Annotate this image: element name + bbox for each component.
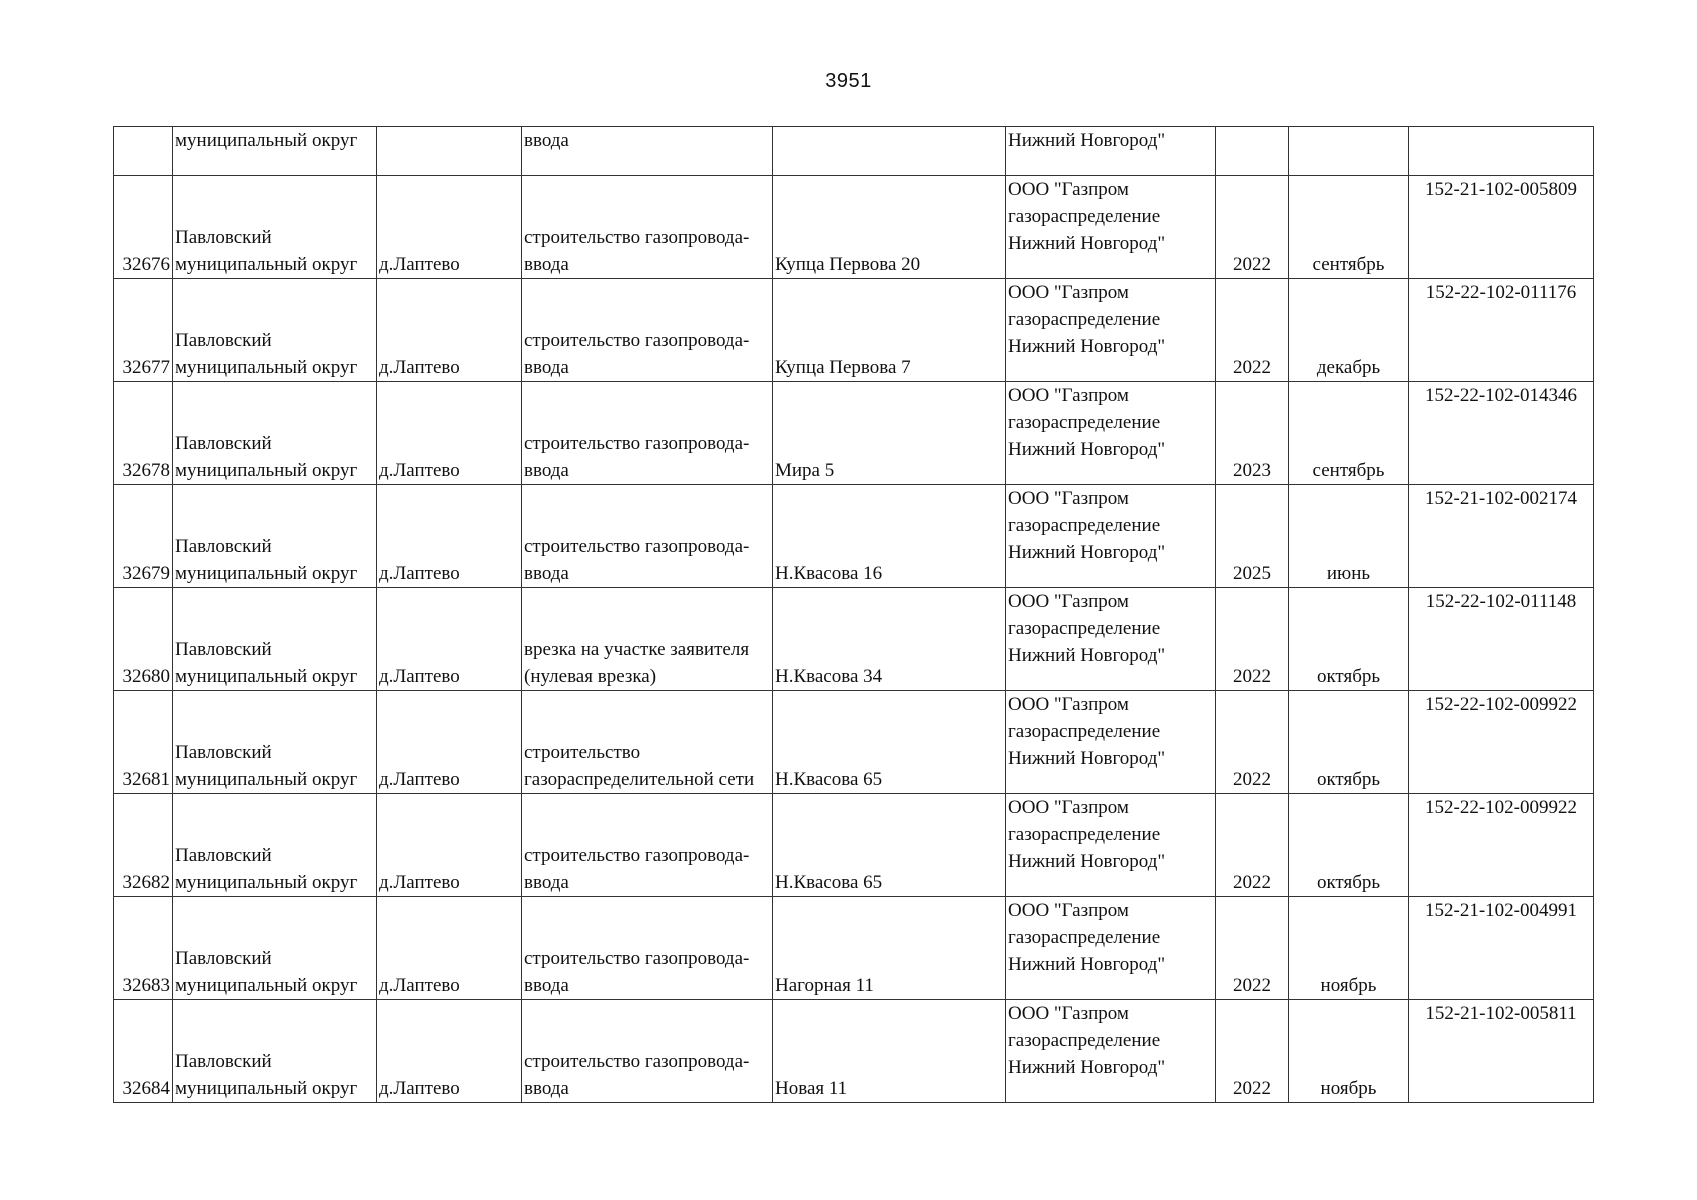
cell-district <box>173 1000 377 1103</box>
field-year: 2022 <box>1233 254 1271 275</box>
cell-num <box>114 794 173 897</box>
field-year: 2022 <box>1233 872 1271 893</box>
field-operator-3: Нижний Новгород" <box>1008 1057 1166 1078</box>
field-operator-3: Нижний Новгород" <box>1008 336 1166 357</box>
cell-contract <box>1409 382 1594 485</box>
cell-num <box>114 382 173 485</box>
field-operator-1: ООО "Газпром <box>1008 694 1129 715</box>
field-work-1: строительство газопровода- <box>524 948 750 969</box>
field-operator-1: ООО "Газпром <box>1008 1003 1129 1024</box>
field-month: октябрь <box>1316 872 1381 893</box>
table-row <box>114 485 1594 588</box>
table-row <box>114 897 1594 1000</box>
cell-contract <box>1409 794 1594 897</box>
cell-work <box>522 382 773 485</box>
field-month: июнь <box>1326 563 1371 584</box>
field-district-2: муниципальный округ <box>175 1078 358 1099</box>
cell-month <box>1289 794 1409 897</box>
field-locality: д.Лаптево <box>379 975 460 996</box>
table-row <box>114 1000 1594 1103</box>
cell-work <box>522 588 773 691</box>
field-work-1: строительство газопровода- <box>524 1051 750 1072</box>
cell-year <box>1216 279 1289 382</box>
cell-contract <box>1409 691 1594 794</box>
cell-operator: Нижний Новгород" <box>1006 127 1216 176</box>
cell-address <box>773 382 1006 485</box>
field-work-1: строительство <box>524 742 641 763</box>
registry-table <box>113 126 1594 1103</box>
cell-locality <box>377 279 522 382</box>
cell-month <box>1289 279 1409 382</box>
field-num: 32678 <box>122 460 170 481</box>
page-number: 3951 <box>825 70 872 92</box>
cell-work <box>522 691 773 794</box>
table-row-continued <box>114 127 1594 176</box>
cell-locality <box>377 691 522 794</box>
field-month: ноябрь <box>1320 975 1377 996</box>
field-year: 2022 <box>1233 1078 1271 1099</box>
field-district-1: Павловский <box>175 433 272 454</box>
field-address: Н.Квасова 65 <box>775 872 883 893</box>
cell-address <box>773 279 1006 382</box>
field-address: Н.Квасова 34 <box>775 666 883 687</box>
field-num: 32683 <box>122 975 170 996</box>
cell-district: муниципальный округ <box>173 127 377 176</box>
cell-locality <box>377 176 522 279</box>
cell-year <box>1216 382 1289 485</box>
field-operator-2: газораспределение <box>1008 721 1161 742</box>
cell-work <box>522 897 773 1000</box>
field-operator-2: газораспределение <box>1008 309 1161 330</box>
cell-district <box>173 794 377 897</box>
field-district-1: Павловский <box>175 639 272 660</box>
field-operator-1: ООО "Газпром <box>1008 797 1129 818</box>
cell-work <box>522 794 773 897</box>
field-district-2: муниципальный округ <box>175 872 358 893</box>
field-operator-2: газораспределение <box>1008 515 1161 536</box>
cell-district <box>173 279 377 382</box>
field-work-1: строительство газопровода- <box>524 433 750 454</box>
field-address: Купца Первова 7 <box>775 357 911 378</box>
field-district-2: муниципальный округ <box>175 769 358 790</box>
table-row <box>114 691 1594 794</box>
field-address: Купца Первова 20 <box>775 254 921 275</box>
field-work-1: врезка на участке заявителя <box>524 639 750 660</box>
cell-year <box>1216 1000 1289 1103</box>
cell-district <box>173 485 377 588</box>
field-operator-3: Нижний Новгород" <box>1008 645 1166 666</box>
cell-contract <box>1409 127 1594 176</box>
cell-address <box>773 794 1006 897</box>
field-locality: д.Лаптево <box>379 872 460 893</box>
cell-address <box>773 485 1006 588</box>
field-operator-3: Нижний Новгород" <box>1008 954 1166 975</box>
field-operator-1: ООО "Газпром <box>1008 385 1129 406</box>
cell-contract <box>1409 485 1594 588</box>
field-contract: 152-22-102-014346 <box>1425 385 1577 406</box>
field-operator-1: ООО "Газпром <box>1008 900 1129 921</box>
field-operator-3: Нижний Новгород" <box>1008 748 1166 769</box>
cell-operator <box>1006 691 1216 794</box>
field-locality: д.Лаптево <box>379 254 460 275</box>
field-operator-3: Нижний Новгород" <box>1008 851 1166 872</box>
table-row <box>114 279 1594 382</box>
field-district-2: муниципальный округ <box>175 254 358 275</box>
cell-district <box>173 897 377 1000</box>
cell-num <box>114 279 173 382</box>
cell-locality <box>377 794 522 897</box>
field-district-1: Павловский <box>175 948 272 969</box>
field-month: октябрь <box>1316 666 1381 687</box>
field-operator-3: Нижний Новгород" <box>1008 542 1166 563</box>
field-locality: д.Лаптево <box>379 357 460 378</box>
cell-num <box>114 176 173 279</box>
field-year: 2023 <box>1233 460 1271 481</box>
cell-operator <box>1006 794 1216 897</box>
cell-contract <box>1409 588 1594 691</box>
field-year: 2022 <box>1233 357 1271 378</box>
field-operator-1: ООО "Газпром <box>1008 282 1129 303</box>
field-num: 32680 <box>122 666 170 687</box>
field-num: 32681 <box>122 769 170 790</box>
cell-district <box>173 176 377 279</box>
field-operator-1: ООО "Газпром <box>1008 179 1129 200</box>
table-row <box>114 794 1594 897</box>
cell-year <box>1216 588 1289 691</box>
field-district-1: Павловский <box>175 536 272 557</box>
field-work-2: ввода <box>524 975 569 996</box>
field-year: 2022 <box>1233 975 1271 996</box>
field-contract: 152-21-102-005809 <box>1425 179 1577 200</box>
field-district-2: муниципальный округ <box>175 975 358 996</box>
cell-address <box>773 897 1006 1000</box>
field-district-1: Павловский <box>175 742 272 763</box>
cell-month <box>1289 691 1409 794</box>
field-operator-2: газораспределение <box>1008 1030 1161 1051</box>
field-locality: д.Лаптево <box>379 769 460 790</box>
field-num: 32682 <box>122 872 170 893</box>
field-address: Н.Квасова 16 <box>775 563 883 584</box>
field-work-2: газораспределительной сети <box>524 769 755 790</box>
field-work-2: ввода <box>524 254 569 275</box>
field-district-1: Павловский <box>175 227 272 248</box>
cell-month <box>1289 127 1409 176</box>
field-num: 32676 <box>122 254 170 275</box>
cell-operator <box>1006 279 1216 382</box>
cell-work <box>522 1000 773 1103</box>
field-operator-2: газораспределение <box>1008 824 1161 845</box>
cell-month <box>1289 897 1409 1000</box>
field-locality: д.Лаптево <box>379 460 460 481</box>
cell-work <box>522 485 773 588</box>
cell-month <box>1289 1000 1409 1103</box>
field-work-2: ввода <box>524 872 569 893</box>
cell-operator <box>1006 588 1216 691</box>
cell-work: ввода <box>522 127 773 176</box>
cell-locality <box>377 1000 522 1103</box>
cell-operator <box>1006 897 1216 1000</box>
cell-address <box>773 127 1006 176</box>
cell-num <box>114 1000 173 1103</box>
cell-operator <box>1006 485 1216 588</box>
cell-year <box>1216 794 1289 897</box>
table-row <box>114 176 1594 279</box>
cell-contract <box>1409 897 1594 1000</box>
field-work-1: строительство газопровода- <box>524 845 750 866</box>
cell-district <box>173 691 377 794</box>
cell-num <box>114 691 173 794</box>
cell-address <box>773 1000 1006 1103</box>
field-operator-2: газораспределение <box>1008 412 1161 433</box>
field-work-1: строительство газопровода- <box>524 536 750 557</box>
cell-work <box>522 176 773 279</box>
field-num: 32679 <box>122 563 170 584</box>
cell-locality <box>377 382 522 485</box>
field-work-1: строительство газопровода- <box>524 227 750 248</box>
cell-month <box>1289 485 1409 588</box>
cell-num <box>114 588 173 691</box>
field-month: сентябрь <box>1312 460 1385 481</box>
field-num: 32684 <box>122 1078 170 1099</box>
cell-num <box>114 897 173 1000</box>
table-row <box>114 382 1594 485</box>
cell-operator <box>1006 382 1216 485</box>
cell-contract <box>1409 1000 1594 1103</box>
cell-locality <box>377 897 522 1000</box>
cell-address <box>773 588 1006 691</box>
field-locality: д.Лаптево <box>379 563 460 584</box>
field-district-2: муниципальный округ <box>175 666 358 687</box>
field-work-2: ввода <box>524 460 569 481</box>
field-district-2: муниципальный округ <box>175 563 358 584</box>
field-contract: 152-22-102-009922 <box>1425 797 1577 818</box>
cell-contract <box>1409 176 1594 279</box>
cell-address <box>773 176 1006 279</box>
field-work-2: ввода <box>524 357 569 378</box>
table-row <box>114 588 1594 691</box>
cell-locality <box>377 127 522 176</box>
field-contract: 152-21-102-002174 <box>1425 488 1577 509</box>
cell-operator <box>1006 176 1216 279</box>
field-address: Нагорная 11 <box>775 975 874 996</box>
field-operator-3: Нижний Новгород" <box>1008 439 1166 460</box>
field-year: 2022 <box>1233 769 1271 790</box>
field-month: сентябрь <box>1312 254 1385 275</box>
field-contract: 152-22-102-011148 <box>1425 591 1577 612</box>
cell-year <box>1216 897 1289 1000</box>
cell-num <box>114 127 173 176</box>
cell-locality <box>377 485 522 588</box>
cell-operator <box>1006 1000 1216 1103</box>
field-district-1: Павловский <box>175 1051 272 1072</box>
field-month: ноябрь <box>1320 1078 1377 1099</box>
field-year: 2022 <box>1233 666 1271 687</box>
cell-month <box>1289 382 1409 485</box>
field-district-1: Павловский <box>175 330 272 351</box>
cell-month <box>1289 176 1409 279</box>
field-address: Новая 11 <box>775 1078 848 1099</box>
field-address: Н.Квасова 65 <box>775 769 883 790</box>
field-work-1: строительство газопровода- <box>524 330 750 351</box>
cell-num <box>114 485 173 588</box>
cell-year <box>1216 176 1289 279</box>
cell-month <box>1289 588 1409 691</box>
field-work-2: (нулевая врезка) <box>524 666 657 687</box>
field-operator-2: газораспределение <box>1008 618 1161 639</box>
field-contract: 152-22-102-011176 <box>1425 282 1577 303</box>
cell-locality <box>377 588 522 691</box>
cell-district <box>173 382 377 485</box>
cell-address <box>773 691 1006 794</box>
field-contract: 152-22-102-009922 <box>1425 694 1577 715</box>
cell-contract <box>1409 279 1594 382</box>
field-work-2: ввода <box>524 1078 569 1099</box>
field-district-1: Павловский <box>175 845 272 866</box>
field-locality: д.Лаптево <box>379 1078 460 1099</box>
field-contract: 152-21-102-004991 <box>1425 900 1577 921</box>
field-operator-1: ООО "Газпром <box>1008 591 1129 612</box>
field-operator-2: газораспределение <box>1008 927 1161 948</box>
field-district-2: муниципальный округ <box>175 357 358 378</box>
field-address: Мира 5 <box>775 460 835 481</box>
field-contract: 152-21-102-005811 <box>1425 1003 1577 1024</box>
field-district-2: муниципальный округ <box>175 460 358 481</box>
field-work-2: ввода <box>524 563 569 584</box>
field-operator-2: газораспределение <box>1008 206 1161 227</box>
cell-work <box>522 279 773 382</box>
field-operator-3: Нижний Новгород" <box>1008 233 1166 254</box>
field-month: декабрь <box>1316 357 1381 378</box>
field-num: 32677 <box>122 357 170 378</box>
field-year: 2025 <box>1233 563 1271 584</box>
cell-district <box>173 588 377 691</box>
field-month: октябрь <box>1316 769 1381 790</box>
cell-year <box>1216 127 1289 176</box>
field-operator-1: ООО "Газпром <box>1008 488 1129 509</box>
field-locality: д.Лаптево <box>379 666 460 687</box>
cell-year <box>1216 691 1289 794</box>
cell-year <box>1216 485 1289 588</box>
